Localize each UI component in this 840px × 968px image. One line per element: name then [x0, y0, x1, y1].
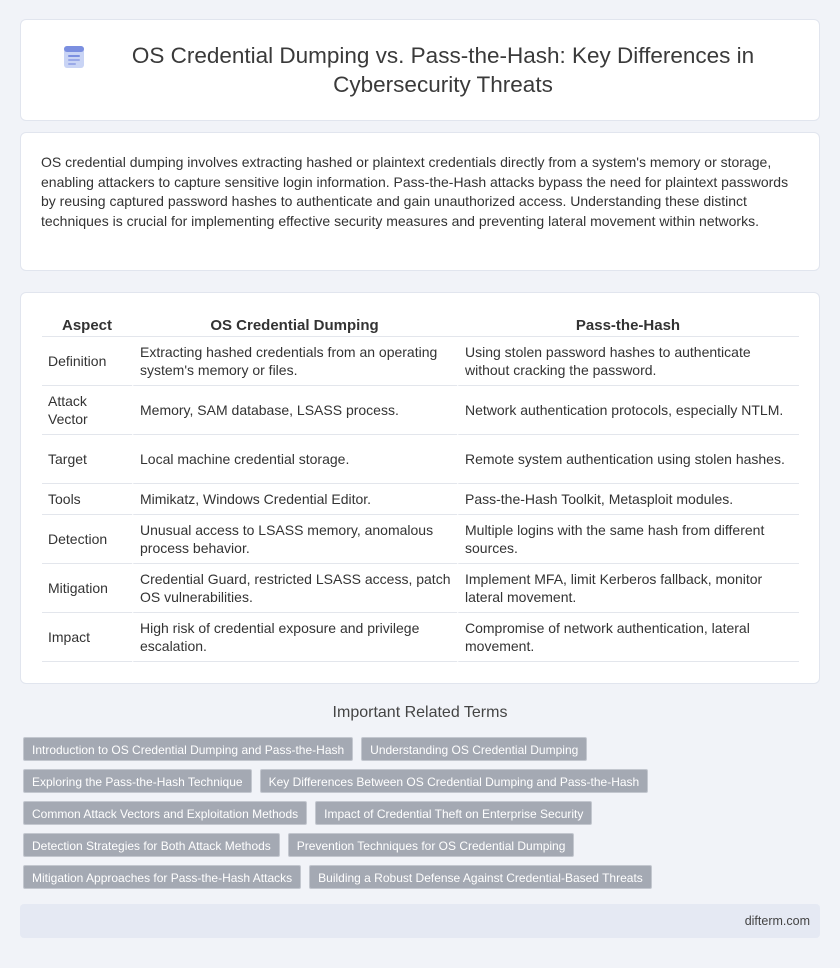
- table-row: [42, 564, 799, 613]
- table-cell: Local machine credential storage.: [132, 435, 457, 484]
- table-row: [42, 613, 799, 662]
- related-term-tag[interactable]: Key Differences Between OS Credential Dumping and Pass-the-Hash: [260, 769, 649, 793]
- table-row: [42, 515, 799, 564]
- table-cell: Multiple logins with the same hash from different sources.: [457, 515, 799, 564]
- related-term-tag[interactable]: Detection Strategies for Both Attack Methods: [23, 833, 280, 857]
- table-cell: Memory, SAM database, LSASS process.: [132, 386, 457, 435]
- footer: [20, 904, 820, 938]
- table-cell: Attack Vector: [42, 386, 132, 435]
- table-cell: Tools: [42, 484, 132, 515]
- table-row: [42, 337, 799, 386]
- related-terms-list: [23, 737, 813, 889]
- column-header-os-credential-dumping: OS Credential Dumping: [132, 315, 457, 337]
- table-cell: Unusual access to LSASS memory, anomalous process behavior.: [132, 515, 457, 564]
- table-cell: Pass-the-Hash Toolkit, Metasploit modules.: [457, 484, 799, 515]
- table-cell: Definition: [42, 337, 132, 386]
- related-term-tag[interactable]: Exploring the Pass-the-Hash Technique: [23, 769, 252, 793]
- intro-paragraph: OS credential dumping involves extracting hashed or plaintext credentials directly from a system's memory or storage, enabling attackers to capture sensitive login information. Pass-the-Hash attacks bypass the need for plaintext passwords by reusing captured password hashes to authenticate and gain unauthorized access. Understanding these distinct techniques is crucial for implementing effective security measures and preventing lateral movement within networks.: [41, 154, 789, 229]
- column-header-pass-the-hash: Pass-the-Hash: [457, 315, 799, 337]
- table-cell: Mimikatz, Windows Credential Editor.: [132, 484, 457, 515]
- comparison-table: [42, 315, 799, 662]
- related-term-tag[interactable]: Building a Robust Defense Against Credential-Based Threats: [309, 865, 652, 889]
- related-term-tag[interactable]: Mitigation Approaches for Pass-the-Hash Attacks: [23, 865, 301, 889]
- table-row: [42, 386, 799, 435]
- table-cell: Extracting hashed credentials from an operating system's memory or files.: [132, 337, 457, 386]
- related-term-tag[interactable]: Introduction to OS Credential Dumping and Pass-the-Hash: [23, 737, 353, 761]
- table-cell: Credential Guard, restricted LSASS access, patch OS vulnerabilities.: [132, 564, 457, 613]
- table-row: [42, 484, 799, 515]
- page-title: OS Credential Dumping vs. Pass-the-Hash: Key Differences in Cybersecurity Threats: [131, 43, 755, 97]
- related-term-tag[interactable]: Impact of Credential Theft on Enterprise Security: [315, 801, 592, 825]
- table-cell: Detection: [42, 515, 132, 564]
- table-cell: Using stolen password hashes to authenticate without cracking the password.: [457, 337, 799, 386]
- header-card: [20, 19, 820, 121]
- table-cell: Compromise of network authentication, lateral movement.: [457, 613, 799, 662]
- column-header-aspect: Aspect: [42, 315, 132, 337]
- table-row: [42, 435, 799, 484]
- footer-site-link[interactable]: difterm.com: [744, 914, 810, 928]
- header-inner: [21, 20, 819, 120]
- related-term-tag[interactable]: Understanding OS Credential Dumping: [361, 737, 587, 761]
- table-cell: Target: [42, 435, 132, 484]
- related-terms-heading: Important Related Terms: [332, 704, 508, 721]
- table-header-row: [42, 315, 799, 337]
- table-cell: Remote system authentication using stolen hashes.: [457, 435, 799, 484]
- intro-card: [20, 132, 820, 271]
- table-cell: Network authentication protocols, especially NTLM.: [457, 386, 799, 435]
- table-cell: Implement MFA, limit Kerberos fallback, monitor lateral movement.: [457, 564, 799, 613]
- table-cell: Impact: [42, 613, 132, 662]
- table-cell: Mitigation: [42, 564, 132, 613]
- table-cell: High risk of credential exposure and privilege escalation.: [132, 613, 457, 662]
- related-term-tag[interactable]: Prevention Techniques for OS Credential Dumping: [288, 833, 575, 857]
- related-term-tag[interactable]: Common Attack Vectors and Exploitation Methods: [23, 801, 307, 825]
- comparison-card: [20, 292, 820, 684]
- document-icon: [61, 44, 87, 70]
